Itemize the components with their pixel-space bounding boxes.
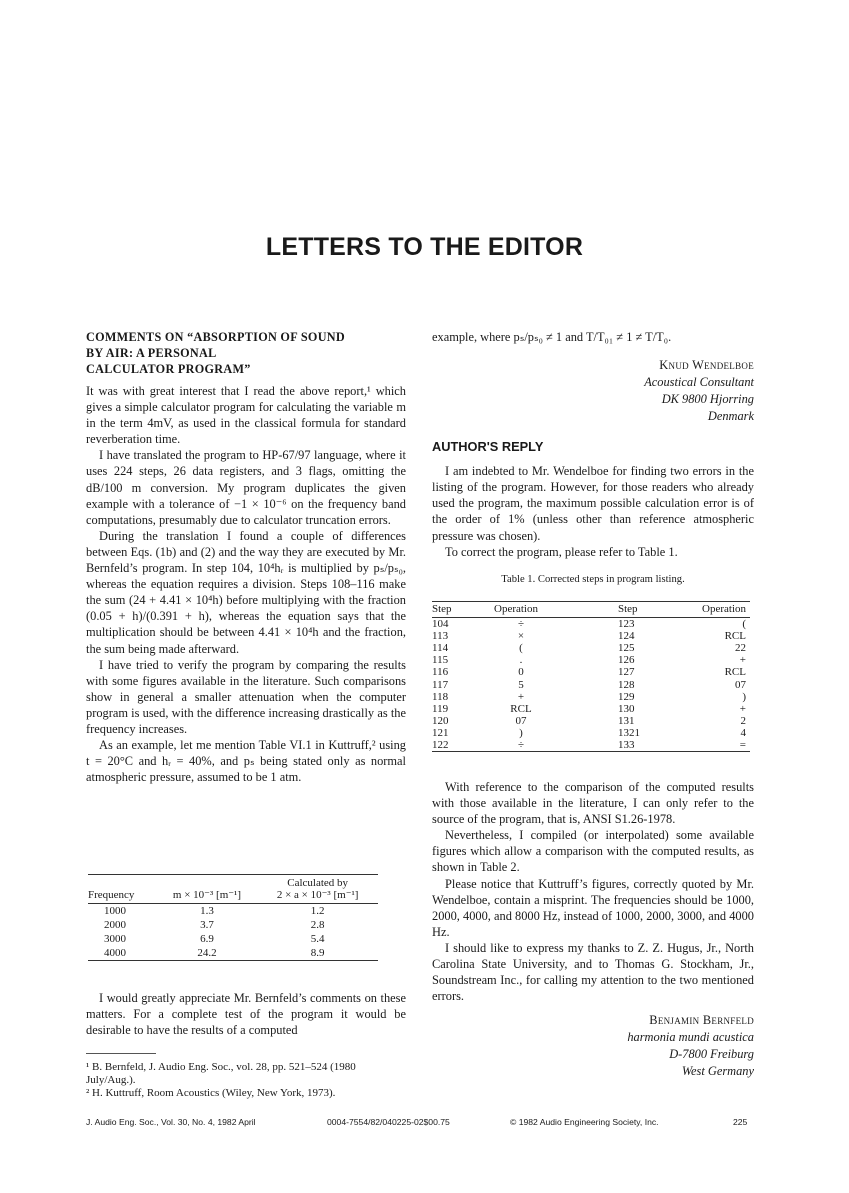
footnotes [86, 1061, 406, 1100]
table-row [432, 703, 750, 715]
table-cell: 1.2 [310, 905, 325, 917]
letter-paragraph: During the translation I found a couple of differences between Eqs. (1b) and (2) and the way they are executed by Mr. Bernfeld’s program. In step 104, 10⁴hᵣ is multiplied by pₛ/pₛ₀, whereas the equation requires a division. Steps 108–116 make the sum (24 + 4.41 × 10⁴h) before multiplying with the fraction (0.05 + h)/(0.391 + h), whereas the equation says that the multiplication should be between 4.41 × 10⁴h and the fraction, the sum being made afterward. [86, 528, 406, 656]
table-row [88, 918, 378, 932]
table-cell: ÷ [517, 618, 525, 631]
table-cell: 2 [740, 714, 746, 727]
table-cell: 123 [618, 618, 635, 631]
table-cell: 0 [518, 666, 524, 679]
reply-paragraph: With reference to the comparison of the computed results with those available in the literature, I can only refer to the source of the program, that is, ANSI S1.26-1978. [432, 780, 754, 827]
signature-city: D-7800 Freiburg [669, 1047, 754, 1062]
table-cell: 124 [618, 630, 635, 643]
col-header-step: Step [618, 602, 688, 618]
letter-paragraph: As an example, let me mention Table VI.1 in Kuttruff,² using t = 20°C and hᵣ = 40%, and pₛ being stated only as normal atmospheric pressure, assumed to be 1 atm. [86, 738, 406, 785]
footer-journal: J. Audio Eng. Soc., Vol. 30, No. 4, 1982 April [86, 1117, 256, 1127]
reply-heading: AUTHOR'S REPLY [432, 439, 544, 455]
table-row [432, 642, 750, 654]
signature-company: harmonia mundi acustica [627, 1030, 754, 1045]
signature-title: Acoustical Consultant [644, 375, 754, 390]
letter-heading-line: CALCULATOR PROGRAM” [86, 362, 251, 376]
col-header-calculated-line1: Calculated by [287, 877, 349, 889]
table-cell: 22 [735, 642, 746, 655]
col-header-step: Step [432, 602, 494, 618]
table-cell: 5 [518, 678, 524, 691]
table-cell: ÷ [494, 739, 618, 752]
table-cell: 115 [432, 654, 449, 667]
table-cell: RCL [510, 702, 532, 715]
table-cell: ) [742, 690, 746, 703]
letter-closing-block [86, 990, 406, 1038]
table-row [432, 715, 750, 727]
table-row [88, 932, 378, 946]
table-cell: 2.8 [310, 919, 325, 931]
table-cell: 1.3 [200, 905, 214, 917]
reply-paragraph: Please notice that Kuttruff’s figures, correctly quoted by Mr. Wendelboe, contain a misprint. The frequencies should be 1000, 2000, 4000, and 8000 Hz, instead of 1000, 2000, 3000, and 4000 Hz. [432, 876, 754, 939]
table-cell: = [688, 739, 750, 752]
signature-name: Knud Wendelboe [659, 358, 754, 373]
table-row [88, 904, 378, 919]
table-cell: 118 [432, 690, 449, 703]
page-title: LETTERS TO THE EDITOR [265, 233, 584, 261]
table-cell: 07 [735, 678, 746, 691]
table-cell: × [517, 630, 525, 643]
footnote-rule [86, 1053, 156, 1054]
letter-paragraph: I have tried to verify the program by comparing the results with some figures available in the literature. Such comparisons show in general a smaller attenuation when the computer program is used, with the difference increasing drastically as the frequency increases. [86, 657, 406, 736]
footer-page-number: 225 [733, 1117, 748, 1127]
table-cell: ( [742, 618, 746, 631]
table-cell: 128 [618, 678, 635, 691]
table-cell: 121 [432, 726, 449, 739]
table-cell: 8.9 [257, 946, 378, 961]
letter-heading [86, 329, 406, 377]
table-cell: 1000 [104, 905, 126, 917]
reply-signature [432, 1012, 754, 1080]
letter-closing: I would greatly appreciate Mr. Bernfeld’s comments on these matters. For a complete test of the program it would be desirable to have the results of a computed [86, 991, 406, 1038]
steps-body [432, 618, 750, 752]
reply-paragraph: Nevertheless, I compiled (or interpolated) some available figures which allow a comparison with the computed results, as shown in Table 2. [432, 828, 754, 875]
signature-country: West Germany [681, 1064, 754, 1079]
table-cell: 122 [432, 739, 494, 752]
reply-paragraph: I am indebted to Mr. Wendelboe for finding two errors in the listing of the program. However, for those readers who already used the program, the maximum possible calculation error is of the order of 1% (unless other than reference atmospheric pressure was chosen). [432, 464, 754, 543]
table-row [432, 618, 750, 631]
reply-paragraph: I should like to express my thanks to Z. Z. Hugus, Jr., North Carolina State University, and to Thomas G. Stockham, Jr., Soundstream Inc., for calling my attention to the two mentioned errors. [432, 940, 754, 1004]
table-cell: RCL [724, 630, 746, 643]
table-cell: 116 [432, 666, 449, 679]
table-cell: + [739, 702, 746, 715]
table-cell: 127 [618, 666, 635, 679]
table-cell: 24.2 [157, 946, 258, 961]
letter-continuation: example, where pₛ/pₛ₀ ≠ 1 and T/T₀₁ ≠ 1 ≠ T/T₀. [432, 330, 672, 344]
footnote-2: ² H. Kuttruff, Room Acoustics (Wiley, New York, 1973). [86, 1087, 336, 1099]
table-cell: 1321 [618, 726, 640, 739]
letter-paragraph: I have translated the program to HP-67/97 language, where it uses 224 steps, 26 data registers, and 3 flags, omitting the dB/100 m conversion. My program duplicates the given example with a tolerance of −1 × 10⁻⁶ on the frequency band computations, presumably due to calculator truncation errors. [86, 448, 406, 527]
table-cell: 131 [618, 714, 635, 727]
table-cell: 2000 [104, 919, 126, 931]
table-caption: Table 1. Corrected steps in program listing. [501, 573, 685, 585]
table-cell: 104 [432, 618, 449, 631]
table-cell: 3000 [104, 933, 126, 945]
table-row [88, 946, 378, 961]
comparison-table [88, 874, 378, 961]
col-header-frequency: Frequency [88, 875, 157, 904]
col-header-operation: Operation [494, 602, 618, 618]
col-header-m: m × 10⁻³ [m⁻¹] [157, 875, 258, 904]
corrected-steps-table [432, 601, 750, 752]
footnote-1: ¹ B. Bernfeld, J. Audio Eng. Soc., vol. 28, pp. 521–524 (1980 July/Aug.). [86, 1061, 356, 1086]
table-row [432, 679, 750, 691]
letter-heading-line: COMMENTS ON “ABSORPTION OF SOUND [86, 330, 346, 344]
footer-code: 0004-7554/82/040225-02$00.75 [327, 1117, 450, 1127]
table-cell: 130 [618, 702, 635, 715]
signature-city: DK 9800 Hjorring [661, 392, 754, 407]
table-cell: 125 [618, 642, 635, 655]
table-cell: 120 [432, 714, 449, 727]
col-header-calculated-line2: 2 × a × 10⁻³ [m⁻¹] [276, 889, 359, 901]
table-cell: 3.7 [200, 919, 214, 931]
signature-country: Denmark [707, 409, 754, 424]
table-cell: + [517, 690, 525, 703]
table-cell: 133 [618, 739, 688, 752]
table-cell: RCL [724, 666, 746, 679]
table-row [432, 666, 750, 678]
table-cell: 4000 [88, 946, 157, 961]
table-cell: ( [519, 642, 523, 655]
table-row [432, 654, 750, 666]
right-column [432, 329, 754, 595]
footer-copyright: © 1982 Audio Engineering Society, Inc. [510, 1117, 659, 1127]
table-cell: + [739, 654, 746, 667]
table-cell: 119 [432, 702, 449, 715]
table-cell: 117 [432, 678, 449, 691]
table-row [432, 739, 750, 752]
letter-heading-line: BY AIR: A PERSONAL [86, 346, 217, 360]
table-cell: 4 [740, 726, 746, 739]
table-cell: 129 [618, 690, 635, 703]
table-cell: 5.4 [310, 933, 325, 945]
reply-paragraph: To correct the program, please refer to Table 1. [445, 544, 678, 559]
table-cell: 6.9 [200, 933, 214, 945]
letter-paragraph: It was with great interest that I read the above report,¹ which gives a simple calculator program for calculating the variable m in the term 4mV, as used in the classical formula for standard reverberation time. [86, 384, 406, 447]
table-cell: . [519, 654, 523, 667]
table-cell: 114 [432, 642, 449, 655]
letter-signature [432, 357, 754, 425]
table-cell: 113 [432, 630, 449, 643]
table-cell: ) [519, 726, 523, 739]
table-cell: 07 [515, 714, 527, 727]
left-column [86, 329, 406, 785]
table-row [432, 691, 750, 703]
table-row [432, 727, 750, 739]
table-row [432, 630, 750, 642]
signature-name: Benjamin Bernfeld [649, 1013, 754, 1028]
table-cell: 126 [618, 654, 635, 667]
col-header-operation: Operation [688, 602, 750, 618]
col-header-calculated [257, 875, 378, 904]
reply-body [432, 779, 754, 1080]
